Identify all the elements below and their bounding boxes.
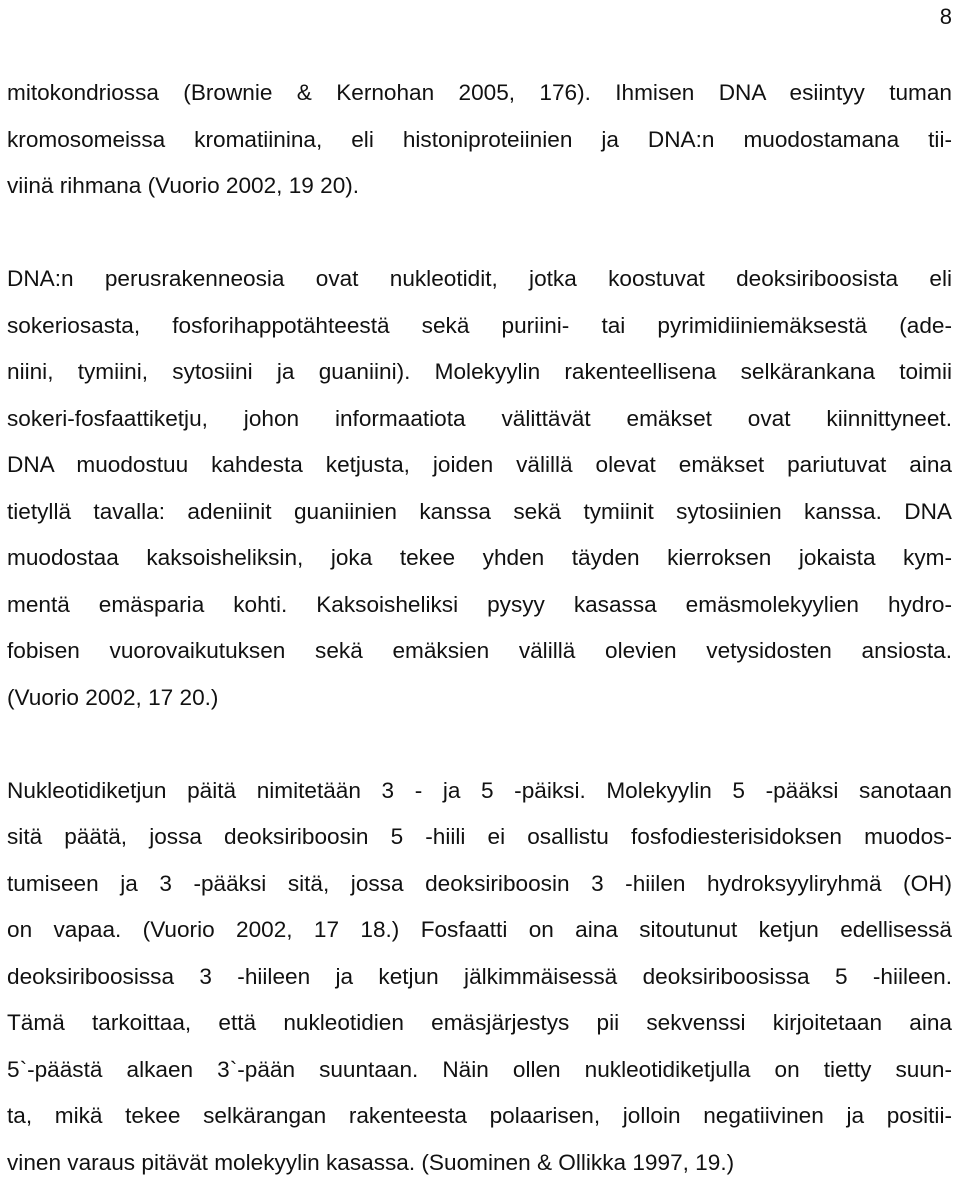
paragraph-gap	[7, 210, 952, 257]
text-line: deoksiriboosissa 3 -hiileen ja ketjun jälkimmäisessä deoksiriboosissa 5 -hiileen.	[7, 954, 952, 1001]
text-line: on vapaa. (Vuorio 2002, 17 18.) Fosfaatti on aina sitoutunut ketjun edellisessä	[7, 907, 952, 954]
text-line: mitokondriossa (Brownie & Kernohan 2005, 176). Ihmisen DNA esiintyy tuman	[7, 70, 952, 117]
text-line: Nukleotidiketjun päitä nimitetään 3 - ja 5 -päiksi. Molekyylin 5 -pääksi sanotaan	[7, 768, 952, 815]
paragraph-mitochondria	[7, 70, 952, 210]
paragraph-dna-structure	[7, 256, 952, 721]
text-line: sitä päätä, jossa deoksiriboosin 5 -hiili ei osallistu fosfodiesterisidoksen muodos-	[7, 814, 952, 861]
paragraph-gap	[7, 721, 952, 768]
text-line: DNA muodostuu kahdesta ketjusta, joiden välillä olevat emäkset pariutuvat aina	[7, 442, 952, 489]
page-number: 8	[940, 4, 952, 30]
text-line: tumiseen ja 3 -pääksi sitä, jossa deoksiriboosin 3 -hiilen hydroksyyliryhmä (OH)	[7, 861, 952, 908]
text-line: ta, mikä tekee selkärangan rakenteesta polaarisen, jolloin negatiivinen ja positii-	[7, 1093, 952, 1140]
text-line: Tämä tarkoittaa, että nukleotidien emäsjärjestys pii sekvenssi kirjoitetaan aina	[7, 1000, 952, 1047]
text-line: DNA:n perusrakenneosia ovat nukleotidit, jotka koostuvat deoksiriboosista eli	[7, 256, 952, 303]
text-line: viinä rihmana (Vuorio 2002, 19 20).	[7, 163, 952, 210]
text-line: kromosomeissa kromatiinina, eli histoniproteiinien ja DNA:n muodostamana tii-	[7, 117, 952, 164]
text-line: mentä emäsparia kohti. Kaksoisheliksi pysyy kasassa emäsmolekyylien hydro-	[7, 582, 952, 629]
text-line: sokeri-fosfaattiketju, johon informaatiota välittävät emäkset ovat kiinnittyneet.	[7, 396, 952, 443]
text-line: niini, tymiini, sytosiini ja guaniini). Molekyylin rakenteellisena selkärankana toimii	[7, 349, 952, 396]
text-line: muodostaa kaksoisheliksin, joka tekee yhden täyden kierroksen jokaista kym-	[7, 535, 952, 582]
text-line: sokeriosasta, fosforihappotähteestä sekä puriini- tai pyrimidiiniemäksestä (ade-	[7, 303, 952, 350]
text-line: vinen varaus pitävät molekyylin kasassa. (Suominen & Ollikka 1997, 19.)	[7, 1140, 952, 1186]
text-line: tietyllä tavalla: adeniinit guaniinien kanssa sekä tymiinit sytosiinien kanssa. DNA	[7, 489, 952, 536]
text-line: 5`-päästä alkaen 3`-pään suuntaan. Näin ollen nukleotidiketjulla on tietty suun-	[7, 1047, 952, 1094]
document-body	[7, 70, 952, 1186]
paragraph-nucleotide-ends	[7, 768, 952, 1186]
text-line: fobisen vuorovaikutuksen sekä emäksien välillä olevien vetysidosten ansiosta.	[7, 628, 952, 675]
text-line: (Vuorio 2002, 17 20.)	[7, 675, 952, 722]
